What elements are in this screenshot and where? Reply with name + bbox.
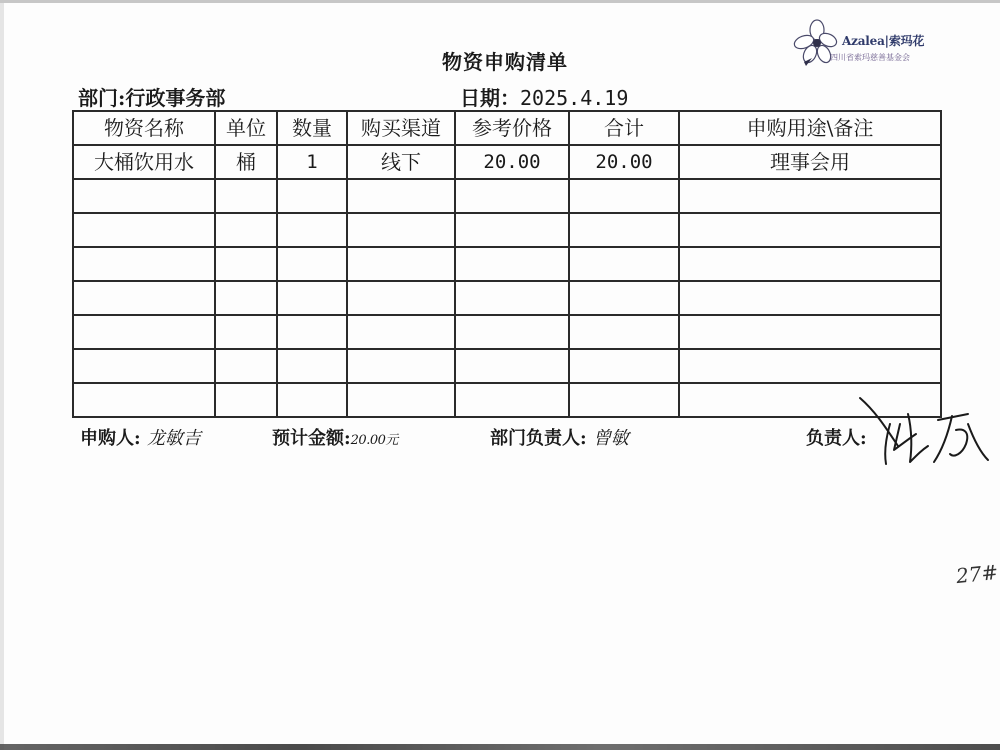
cell-unit <box>215 349 277 383</box>
cell-item-name <box>73 281 215 315</box>
estimate-label: 预计金额: <box>272 428 351 449</box>
cell-unit: 桶 <box>215 145 277 179</box>
table-row <box>73 349 941 383</box>
cell-channel <box>347 247 455 281</box>
cell-purpose-remarks <box>679 247 941 281</box>
cell-total <box>569 383 679 417</box>
table-row <box>73 145 941 179</box>
table-row <box>73 315 941 349</box>
table-row <box>73 213 941 247</box>
header-quantity: 数量 <box>277 111 347 145</box>
cell-ref-price <box>455 315 569 349</box>
cell-total <box>569 349 679 383</box>
cell-total <box>569 247 679 281</box>
cell-quantity <box>277 383 347 417</box>
cell-channel <box>347 281 455 315</box>
cell-purpose-remarks: 理事会用 <box>679 145 941 179</box>
page-number-mark: 27# <box>954 559 1000 589</box>
cell-purpose-remarks <box>679 281 941 315</box>
dept-head-label: 部门负责人: <box>490 428 587 449</box>
cell-unit <box>215 213 277 247</box>
cell-ref-price <box>455 281 569 315</box>
cell-item-name: 大桶饮用水 <box>73 145 215 179</box>
dept-head-field <box>490 424 629 450</box>
applicant-field <box>80 424 201 450</box>
cell-unit <box>215 383 277 417</box>
cell-quantity <box>277 281 347 315</box>
cell-channel <box>347 213 455 247</box>
cell-purpose-remarks <box>679 213 941 247</box>
cell-item-name <box>73 349 215 383</box>
cell-total <box>569 315 679 349</box>
applicant-label: 申购人: <box>80 428 141 449</box>
cell-unit <box>215 179 277 213</box>
cell-item-name <box>73 179 215 213</box>
table-row <box>73 281 941 315</box>
form-title: 物资申购清单 <box>442 50 568 74</box>
date-field <box>460 82 628 111</box>
head-label: 负责人: <box>806 428 867 449</box>
cell-item-name <box>73 315 215 349</box>
date-value: 2025.4.19 <box>520 86 629 110</box>
cell-ref-price: 20.00 <box>455 145 569 179</box>
table-header-row <box>73 111 941 145</box>
cell-unit <box>215 315 277 349</box>
header-channel: 购买渠道 <box>347 111 455 145</box>
cell-channel <box>347 315 455 349</box>
cell-total: 20.00 <box>569 145 679 179</box>
scan-edge-left <box>0 0 4 750</box>
department-label: 部门:行政事务部 <box>78 86 226 110</box>
cell-unit <box>215 247 277 281</box>
cell-item-name <box>73 383 215 417</box>
cell-ref-price <box>455 383 569 417</box>
header-total: 合计 <box>569 111 679 145</box>
purchase-table <box>72 110 942 418</box>
estimate-field <box>272 424 398 450</box>
cell-purpose-remarks <box>679 349 941 383</box>
scan-edge-bottom <box>0 744 1000 750</box>
dept-head-signature: 曾敏 <box>592 428 629 449</box>
cell-total <box>569 281 679 315</box>
cell-channel <box>347 349 455 383</box>
cell-total <box>569 179 679 213</box>
cell-quantity <box>277 213 347 247</box>
table-row <box>73 247 941 281</box>
cell-total <box>569 213 679 247</box>
header-item-name: 物资名称 <box>73 111 215 145</box>
cell-unit <box>215 281 277 315</box>
cell-channel: 线下 <box>347 145 455 179</box>
cell-quantity <box>277 349 347 383</box>
cell-ref-price <box>455 247 569 281</box>
scan-edge-top <box>0 0 1000 3</box>
header-ref-price: 参考价格 <box>455 111 569 145</box>
head-signature-scribble <box>856 394 996 474</box>
date-label: 日期： <box>460 86 520 110</box>
cell-ref-price <box>455 179 569 213</box>
estimate-value: 20.00元 <box>350 433 398 448</box>
cell-channel <box>347 179 455 213</box>
cell-quantity <box>277 247 347 281</box>
cell-ref-price <box>455 349 569 383</box>
cell-quantity <box>277 315 347 349</box>
cell-item-name <box>73 247 215 281</box>
cell-quantity <box>277 179 347 213</box>
logo-brand-text: Azalea|索玛花 <box>842 34 925 48</box>
logo-subtitle: 四川省索玛慈善基金会 <box>830 53 910 62</box>
cell-channel <box>347 383 455 417</box>
cell-item-name <box>73 213 215 247</box>
cell-quantity: 1 <box>277 145 347 179</box>
table-row <box>73 383 941 417</box>
cell-purpose-remarks <box>679 179 941 213</box>
cell-ref-price <box>455 213 569 247</box>
cell-purpose-remarks <box>679 315 941 349</box>
header-purpose-remarks: 申购用途\备注 <box>679 111 941 145</box>
applicant-signature: 龙敏吉 <box>146 428 201 449</box>
header-unit: 单位 <box>215 111 277 145</box>
table-row <box>73 179 941 213</box>
